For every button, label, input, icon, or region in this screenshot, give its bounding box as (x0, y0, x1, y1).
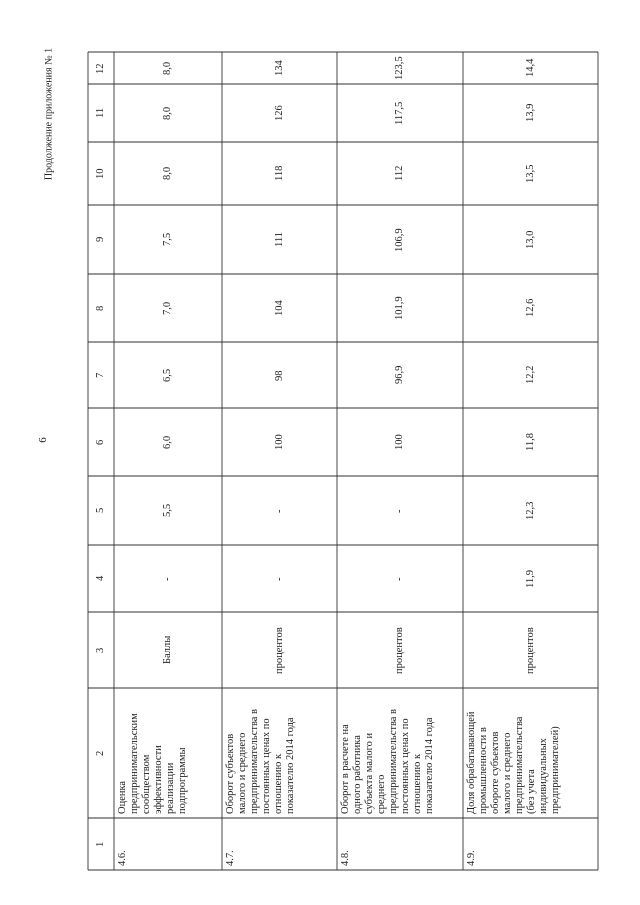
value-cell: 117,5 (394, 101, 405, 125)
value-cell: - (162, 577, 173, 581)
value-cell: 12,6 (524, 298, 536, 317)
value-cell: 106,9 (394, 227, 405, 252)
column-header: 5 (95, 507, 106, 513)
column-header: 12 (95, 63, 106, 74)
column-header: 3 (95, 647, 106, 653)
unit-cell: процентов (273, 626, 285, 674)
value-cell: 5,5 (162, 503, 173, 517)
value-cell: 13,5 (524, 164, 536, 183)
row-number: 4.8. (340, 850, 351, 866)
value-cell: 14,4 (524, 58, 536, 77)
value-cell: 8,0 (162, 61, 173, 75)
value-cell: 134 (273, 60, 285, 76)
value-cell: 12,2 (524, 365, 536, 384)
value-cell: 100 (394, 434, 405, 450)
value-cell: 98 (273, 370, 285, 381)
column-header: 2 (95, 750, 106, 756)
indicator-name: Доля обрабатывающей промышленности в обороте субъектов малого и среднего предпринимательства (без учета индивидуальных предпринимателей) (466, 711, 561, 814)
row-number: 4.6. (117, 850, 128, 866)
column-header: 8 (95, 305, 106, 311)
unit-cell: Баллы (162, 635, 173, 664)
value-cell: 6,5 (162, 368, 173, 382)
indicator-name: Оборот субъектов малого и среднего предпринимательства в постоянных ценах по отношению к показателю 2014 года (225, 708, 296, 814)
column-header: 10 (95, 168, 106, 179)
value-cell: 11,8 (524, 433, 536, 451)
value-cell: 111 (273, 232, 285, 247)
value-cell: - (394, 509, 405, 513)
value-cell: 8,0 (162, 166, 173, 180)
value-cell: 123,5 (394, 56, 405, 80)
value-cell: - (273, 577, 285, 581)
column-header: 6 (95, 439, 106, 445)
value-cell: 104 (273, 300, 285, 316)
unit-cell: процентов (394, 626, 405, 674)
value-cell: 100 (273, 434, 285, 450)
column-header: 9 (95, 236, 106, 242)
value-cell: - (273, 509, 285, 513)
value-cell: - (394, 577, 405, 581)
indicator-name: Оценка предпринимательским сообществом эффективности реализации подпрограммы (117, 713, 188, 814)
indicator-name: Оборот в расчете на одного работника субъекта малого и среднего предпринимательства в постоянных ценах по отношению к показателю 2014 года (340, 708, 435, 814)
column-header: 4 (95, 575, 106, 581)
value-cell: 126 (273, 105, 285, 121)
row-number: 4.9. (466, 850, 477, 866)
unit-cell: процентов (524, 626, 536, 674)
value-cell: 112 (394, 165, 405, 181)
column-header: 1 (95, 841, 106, 847)
page-number: 6 (36, 437, 49, 443)
value-cell: 101,9 (394, 296, 405, 320)
value-cell: 7,0 (162, 301, 173, 315)
column-header: 11 (95, 107, 106, 118)
value-cell: 12,3 (524, 501, 536, 520)
value-cell: 8,0 (162, 106, 173, 120)
row-number: 4.7. (225, 850, 236, 866)
value-cell: 13,0 (524, 230, 536, 249)
value-cell: 6,0 (162, 435, 173, 449)
value-cell: 13,9 (524, 103, 536, 122)
column-header: 7 (95, 372, 106, 378)
value-cell: 7,5 (162, 232, 173, 246)
value-cell: 118 (273, 165, 285, 181)
appendix-caption: Продолжение приложения № 1 (43, 47, 55, 181)
value-cell: 96,9 (394, 365, 405, 384)
value-cell: 11,9 (524, 569, 536, 588)
